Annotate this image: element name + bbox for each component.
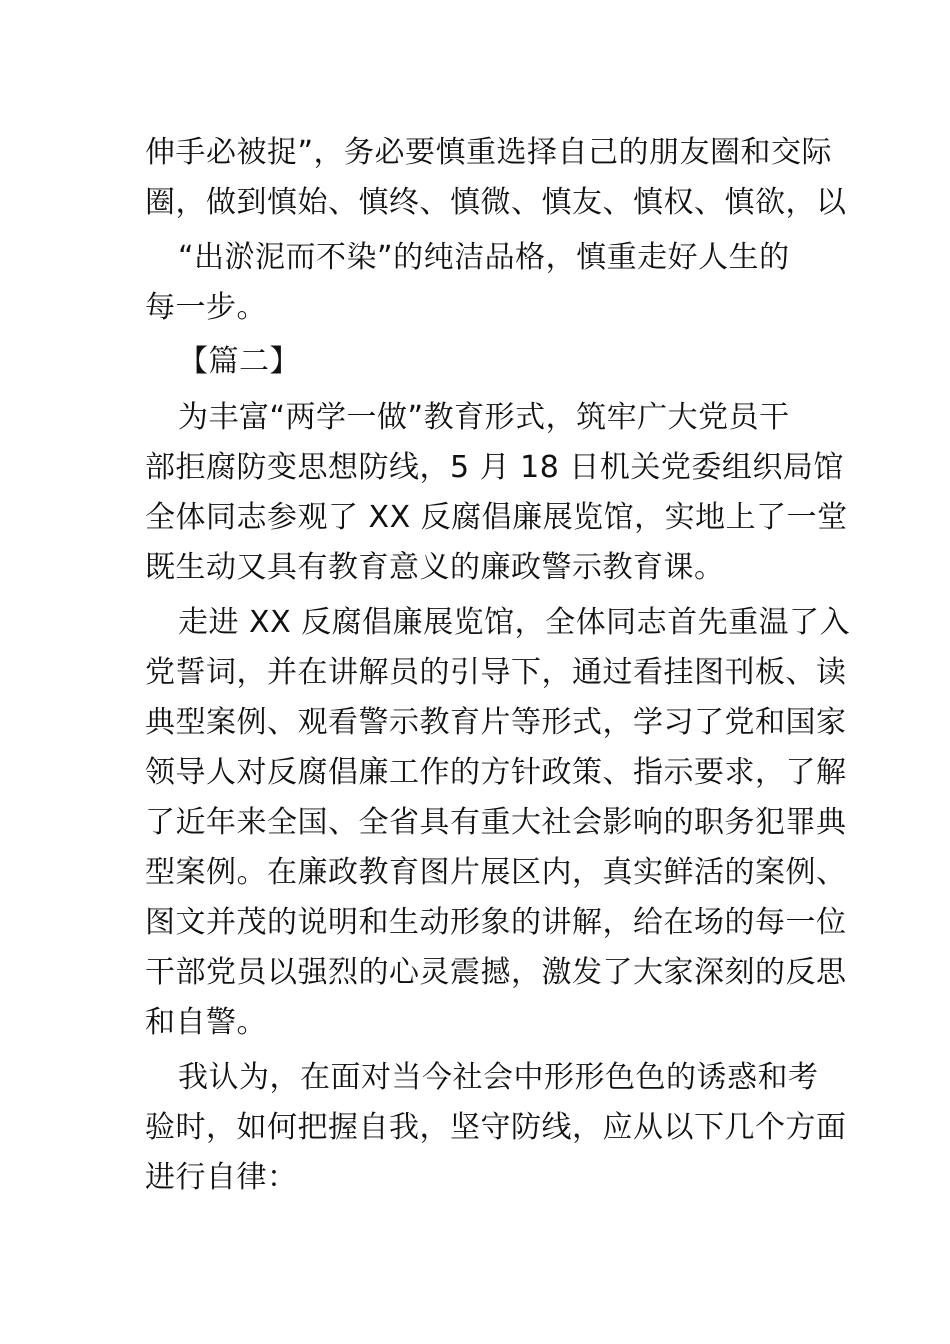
text-line: 图文并茂的说明和生动形象的讲解，给在场的每一位	[145, 905, 847, 940]
text-line: 了近年来全国、全省具有重大社会影响的职务犯罪典	[145, 805, 847, 840]
text-line: 全体同志参观了 XX 反腐倡廉展览馆，实地上了一堂	[145, 500, 848, 535]
text-line: 干部党员以强烈的心灵震撼，激发了大家深刻的反思	[145, 955, 847, 990]
section-heading: 【篇二】	[178, 344, 300, 379]
text-line: 验时，如何把握自我，坚守防线，应从以下几个方面	[145, 1110, 847, 1145]
text-line: 部拒腐防变思想防线，5 月 18 日机关党委组织局馆	[145, 450, 844, 485]
text-line: 为丰富“两学一做”教育形式，筑牢广大党员干	[178, 400, 790, 435]
text-line: 既生动又具有教育意义的廉政警示教育课。	[145, 550, 725, 585]
text-line: 伸手必被捉”，务必要慎重选择自己的朋友圈和交际	[145, 135, 833, 170]
text-line: 每一步。	[145, 290, 267, 325]
text-line: 我认为，在面对当今社会中形形色色的诱惑和考	[178, 1060, 819, 1095]
text-line: 典型案例、观看警示教育片等形式，学习了党和国家	[145, 705, 847, 740]
text-line: 型案例。在廉政教育图片展区内，真实鲜活的案例、	[145, 855, 847, 890]
text-line: 领导人对反腐倡廉工作的方针政策、指示要求，了解	[145, 755, 847, 790]
text-line: 党誓词，并在讲解员的引导下，通过看挂图刊板、读	[145, 655, 847, 690]
text-line: 圈，做到慎始、慎终、慎微、慎友、慎权、慎欲，以	[145, 185, 847, 220]
text-line: 进行自律：	[145, 1160, 298, 1195]
text-line: “出淤泥而不染”的纯洁品格，慎重走好人生的	[178, 240, 790, 275]
text-line: 走进 XX 反腐倡廉展览馆，全体同志首先重温了入	[178, 605, 851, 640]
text-line: 和自警。	[145, 1005, 267, 1040]
